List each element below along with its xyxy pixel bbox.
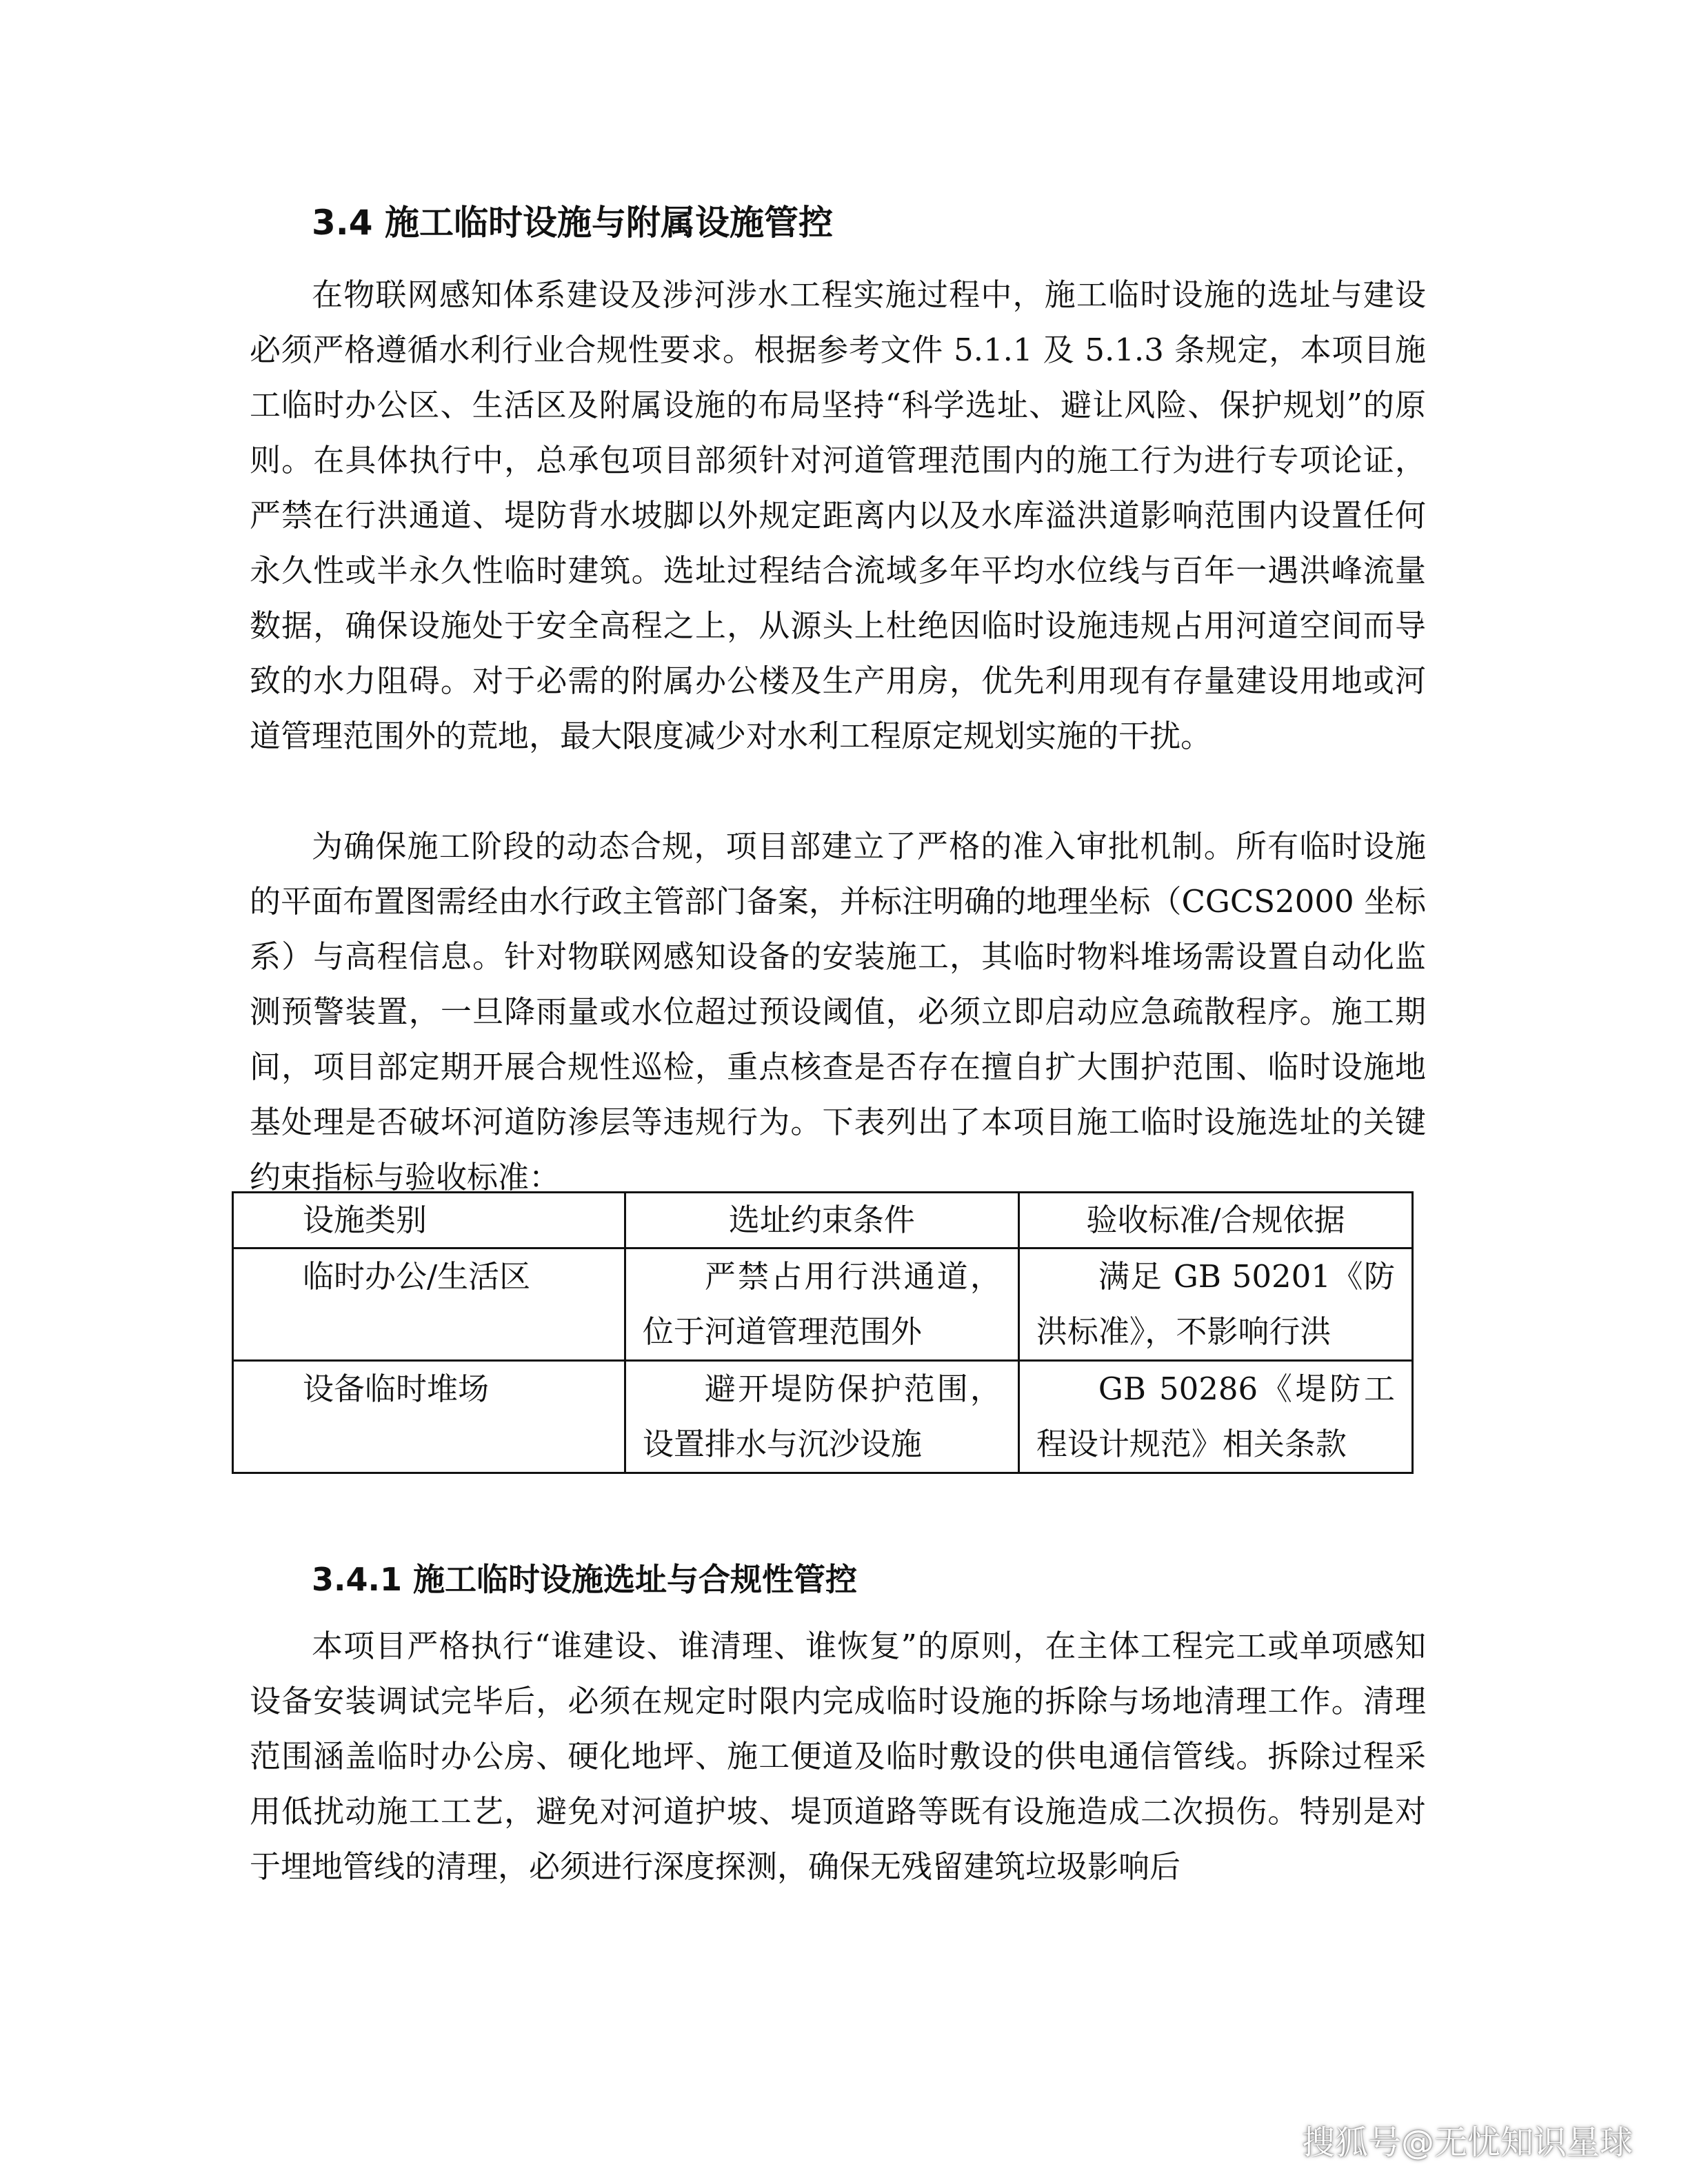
paragraph-dynamic-compliance: 为确保施工阶段的动态合规，项目部建立了严格的准入审批机制。所有临时设施的平面布置图需经由水行政主管部门备案，并标注明确的地理坐标（CGCS2000 坐标系）与高程信息。针对物联网感知设备的安装施工，其临时物料堆场需设置自动化监测预警装置，一旦降雨量或水位超过预设阈值，必须立即启动应急疏散程序。施工期间，项目部定期开展合规性巡检，重点核查是否存在擅自扩大围护范围、临时设施地基处理是否破坏河道防渗层等违规行为。下表列出了本项目施工临时设施选址的关键约束指标与验收标准：	[250, 828, 1426, 1195]
table-cell-category: 设备临时堆场	[233, 1361, 625, 1473]
table-cell-constraint: 避开堤防保护范围，设置排水与沉沙设施	[625, 1361, 1018, 1473]
table-cell-standard: 满足 GB 50201《防洪标准》，不影响行洪	[1018, 1248, 1412, 1361]
watermark: 搜狐号@无忧知识星球	[1301, 2123, 1633, 2162]
section-heading-3-4: 3.4 施工临时设施与附属设施管控	[312, 203, 833, 243]
table-cell-standard: GB 50286《堤防工程设计规范》相关条款	[1018, 1361, 1412, 1473]
table-cell-category: 临时办公/生活区	[233, 1248, 625, 1361]
table-cell-constraint: 严禁占用行洪通道，位于河道管理范围外	[625, 1248, 1018, 1361]
table-header-standard: 验收标准/合规依据	[1018, 1193, 1412, 1248]
table-row	[233, 1361, 1413, 1473]
table-header-category: 设施类别	[233, 1193, 625, 1248]
paragraph-site-selection: 在物联网感知体系建设及涉河涉水工程实施过程中，施工临时设施的选址与建设必须严格遵循水利行业合规性要求。根据参考文件 5.1.1 及 5.1.3 条规定，本项目施工临时办公区、生活区及附属设施的布局坚持“科学选址、避让风险、保护规划”的原则。在具体执行中，总承包项目部须针对河道管理范围内的施工行为进行专项论证，严禁在行洪通道、堤防背水坡脚以外规定距离内以及水库溢洪道影响范围内设置任何永久性或半永久性临时建筑。选址过程结合流域多年平均水位线与百年一遇洪峰流量数据，确保设施处于安全高程之上，从源头上杜绝因临时设施违规占用河道空间而导致的水力阻碍。对于必需的附属办公楼及生产用房，优先利用现有存量建设用地或河道管理范围外的荒地，最大限度减少对水利工程原定规划实施的干扰。	[250, 276, 1426, 754]
paragraph-cleanup: 本项目严格执行“谁建设、谁清理、谁恢复”的原则，在主体工程完工或单项感知设备安装调试完毕后，必须在规定时限内完成临时设施的拆除与场地清理工作。清理范围涵盖临时办公房、硬化地坪、施工便道及临时敷设的供电通信管线。拆除过程采用低扰动施工工艺，避免对河道护坡、堤顶道路等既有设施造成二次损伤。特别是对于埋地管线的清理，必须进行深度探测，确保无残留建筑垃圾影响后	[250, 1628, 1426, 1885]
table-header-constraint: 选址约束条件	[625, 1193, 1018, 1248]
constraints-table	[232, 1191, 1414, 1474]
section-heading-3-4-1: 3.4.1 施工临时设施选址与合规性管控	[312, 1561, 857, 1598]
table-header-row	[233, 1193, 1413, 1248]
table-row	[233, 1248, 1413, 1361]
